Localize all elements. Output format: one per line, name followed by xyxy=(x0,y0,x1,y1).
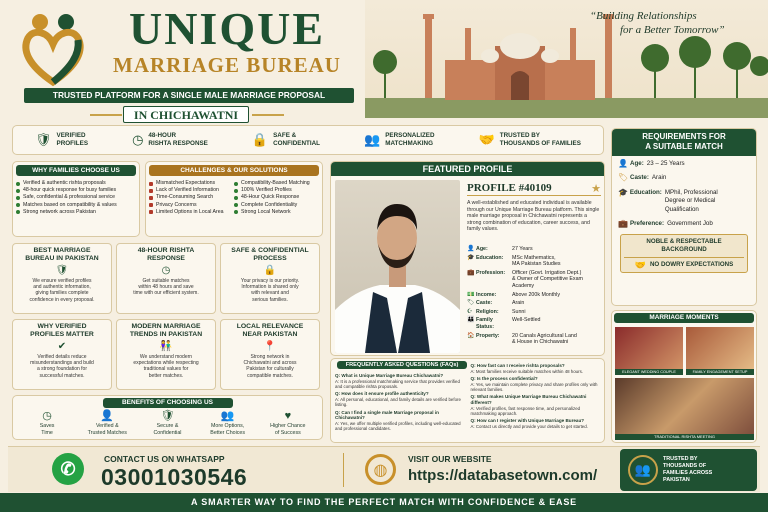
profile-details xyxy=(467,246,603,348)
detail-label: Profession: xyxy=(476,269,506,276)
moment-caption-1: ELEGANT WEDDING COUPLE xyxy=(615,369,683,375)
solution-item: 100% Verified Profiles xyxy=(234,187,319,194)
why-item: Strong network across Pakistan xyxy=(16,209,136,216)
why-item: Verified & authentic rishta proposals xyxy=(16,180,136,187)
info-box xyxy=(220,319,320,390)
whatsapp-icon[interactable]: ✆ xyxy=(52,453,84,485)
info-box-title: WHY VERIFIED PROFILES MATTER xyxy=(30,323,94,338)
requirement-value: 23 – 25 Years xyxy=(646,160,685,167)
requirement-value: MPhil, Professional Degree or Medical Qualification xyxy=(664,188,718,213)
faq-title: FREQUENTLY ASKED QUESTIONS (FAQs) xyxy=(337,361,467,369)
challenge-item: Time-Consuming Search xyxy=(149,194,234,201)
moments-title: MARRIAGE MOMENTS xyxy=(614,313,754,323)
featured-profile-card xyxy=(330,161,605,356)
requirement-row xyxy=(618,174,750,182)
feature-label: PERSONALIZED MATCHMAKING xyxy=(385,132,435,147)
profile-detail-row xyxy=(467,309,603,316)
lock-icon: 🔒 xyxy=(263,265,277,276)
info-box-text: We ensure verified profiles and authentic information, giving families complete confidence in every proposal. xyxy=(29,278,95,303)
requirement-value: Arain xyxy=(651,174,667,182)
group-icon: 👥 xyxy=(220,410,235,422)
requirement-row xyxy=(618,189,750,214)
requirement-row xyxy=(618,220,750,228)
info-box xyxy=(220,243,320,314)
faq-answer: A: Contact us directly and provide your details to get started. xyxy=(470,424,588,429)
detail-value: Well-Settled xyxy=(512,317,541,324)
clock-icon: ◷ xyxy=(132,132,144,147)
star-icon: ★ xyxy=(591,182,601,195)
detail-value: 27 Years xyxy=(512,246,533,252)
benefits-card xyxy=(12,395,323,440)
header xyxy=(0,0,768,122)
man-portrait-illustration xyxy=(335,180,460,353)
challenges-card xyxy=(145,161,323,237)
benefit-label: Secure & Confidential xyxy=(153,423,182,436)
requirements-card xyxy=(611,128,757,306)
detail-label: Income: xyxy=(476,291,497,298)
requirement-label: Preference: xyxy=(630,220,665,228)
mosque-scene xyxy=(365,0,768,118)
money-icon: 💵 xyxy=(467,291,475,298)
feature-item xyxy=(479,132,581,148)
profile-intro: A well-established and educated individual is available through our Unique Marriage Bureau platform. This single male marriage proposal in Chichawatni represents a strong combination of education, career success, and family values. xyxy=(467,200,600,232)
location-pin-icon: 📍 xyxy=(263,341,277,352)
faq-question: Q: How does it ensure profile authenticity? xyxy=(335,391,429,397)
profile-id-text: PROFILE #40109 xyxy=(467,182,552,194)
home-icon: 🏠 xyxy=(467,332,475,339)
info-box-title: SAFE & CONFIDENTIAL PROCESS xyxy=(231,247,309,262)
feature-label: VERIFIED PROFILES xyxy=(56,132,89,147)
info-box xyxy=(12,243,112,314)
why-item: 48-hour quick response for busy families xyxy=(16,187,136,194)
moment-photo-2 xyxy=(686,327,754,375)
profile-detail-row xyxy=(467,255,603,268)
benefits-title: BENEFITS OF CHOOSING US xyxy=(103,398,233,408)
detail-value: Officer (Govt. Irrigation Dept.) & Owner of Competitive Exam Academy xyxy=(512,269,583,289)
feature-label: 48-HOUR RISHTA RESPONSE xyxy=(148,132,208,147)
solution-item: Compatibility-Based Matching xyxy=(234,180,319,187)
detail-label: Religion: xyxy=(476,308,499,315)
benefit-item xyxy=(78,410,136,436)
feature-item xyxy=(252,132,320,148)
profile-photo xyxy=(335,180,460,353)
noble-background-badge xyxy=(620,234,748,273)
detail-label: Caste: xyxy=(476,300,493,307)
benefit-item xyxy=(138,410,196,436)
features-strip xyxy=(12,125,604,155)
location-badge: IN CHICHAWATNI xyxy=(123,106,249,123)
benefit-label: Saves Time xyxy=(39,423,55,436)
briefcase-icon: 💼 xyxy=(618,219,628,229)
website-label: VISIT OUR WEBSITE xyxy=(408,454,492,464)
hearts-logo-icon xyxy=(18,10,88,88)
laurel-group-icon: 👥 xyxy=(628,455,658,485)
requirement-label: Caste: xyxy=(630,174,649,182)
dowry-text: NO DOWRY EXPECTATIONS xyxy=(649,261,734,269)
faq-question: Q: Is the process confidential? xyxy=(470,376,538,381)
feature-item xyxy=(35,132,88,148)
moments-card xyxy=(611,310,757,443)
check-icon: ✔ xyxy=(57,341,67,352)
quote-line2: for a Better Tomorrow” xyxy=(620,24,725,36)
profile-id xyxy=(467,181,601,196)
faq-question: Q: What makes Unique Marriage Bureau Chichawatni different? xyxy=(470,394,587,405)
brand-subtitle: MARRIAGE BUREAU xyxy=(113,53,341,77)
why-families-card xyxy=(12,161,140,237)
requirement-value: Government Job xyxy=(667,220,713,228)
detail-label: Education: xyxy=(476,254,504,261)
info-box-title: MODERN MARRIAGE TRENDS IN PAKISTAN xyxy=(129,323,203,338)
info-boxes-grid xyxy=(12,243,323,391)
detail-value: Sunni xyxy=(512,308,526,315)
heart-hands-icon: ♥ xyxy=(284,410,292,422)
info-box xyxy=(116,243,216,314)
tagline-banner: TRUSTED PLATFORM FOR A SINGLE MALE MARRIAGE PROPOSAL xyxy=(24,88,354,103)
info-box-title: LOCAL RELEVANCE NEAR PAKISTAN xyxy=(236,323,304,338)
faq-question: Q: How can I register with Unique Marriage Bureau? xyxy=(470,418,585,424)
detail-value: Arain xyxy=(512,300,525,307)
profile-detail-row xyxy=(467,333,603,346)
faq-question: Q: Can I find a single male Marriage proposal in Chichawatni? xyxy=(335,409,439,421)
benefit-label: More Options, Better Choices xyxy=(210,423,246,436)
location-ornament-left xyxy=(90,114,122,116)
handshake-icon: 🤝 xyxy=(634,260,646,271)
profile-detail-row xyxy=(467,300,603,307)
brand-title: UNIQUE xyxy=(128,3,326,54)
benefit-item xyxy=(18,410,76,436)
badshahi-mosque-illustration xyxy=(365,0,768,118)
globe-icon: ◍ xyxy=(365,454,396,485)
solution-item: Strong Local Network xyxy=(234,209,319,216)
detail-label: Family Status: xyxy=(476,317,494,330)
faq-card xyxy=(330,358,605,443)
faq-question: Q: How fast can I receive rishta proposals? xyxy=(470,363,565,368)
couple-icon: 👫 xyxy=(159,341,173,352)
lock-icon: 🔒 xyxy=(251,132,269,147)
person-icon: 👤 xyxy=(467,246,475,252)
clock-icon: ◷ xyxy=(42,410,52,422)
info-box-text: We understand modern expectations while respecting traditional values for better matches. xyxy=(133,354,199,379)
benefit-label: Verified & Trusted Matches xyxy=(87,423,127,436)
family-icon: 👪 xyxy=(467,317,475,324)
contact-label: CONTACT US ON WHATSAPP xyxy=(104,454,225,464)
quote-line1: “Building Relationships xyxy=(590,10,697,22)
feature-label: SAFE & CONFIDENTIAL xyxy=(273,132,320,147)
website-url[interactable]: https://databasetown.com/ xyxy=(408,467,598,484)
detail-value: 20 Canals Agricultural Land & House in Chichawatni xyxy=(512,332,577,346)
moment-photo-3 xyxy=(615,378,754,440)
challenge-item: Mismatched Expectations xyxy=(149,180,234,187)
faq-answer: A: It is a professional matchmaking service that provides verified and compatible rishta proposals. xyxy=(335,378,460,389)
noble-text: NOBLE & RESPECTABLE BACKGROUND xyxy=(646,238,722,254)
faq-answer: A: All personal, educational, and family details are verified before listing. xyxy=(335,397,461,408)
info-box xyxy=(116,319,216,390)
challenges-title: CHALLENGES & OUR SOLUTIONS xyxy=(149,165,319,176)
profile-detail-row xyxy=(467,292,603,299)
info-box-title: 48-HOUR RISHTA RESPONSE xyxy=(137,247,195,262)
people-icon: 👥 xyxy=(364,132,381,147)
requirement-label: Age: xyxy=(630,160,644,167)
faq-answer: A: Verified profiles, fast response time, and personalized matchmaking approach. xyxy=(470,405,581,416)
challenge-item: Privacy Concerns xyxy=(149,202,234,209)
info-box-title: BEST MARRIAGE BUREAU IN PAKISTAN xyxy=(25,247,99,262)
person-icon: 👤 xyxy=(618,159,628,168)
contact-divider xyxy=(343,453,344,487)
challenge-item: Lack of Verified Information xyxy=(149,187,234,194)
solution-item: 48-Hour Quick Response xyxy=(234,194,319,201)
user-check-icon: 👤 xyxy=(100,410,115,422)
profile-detail-row xyxy=(467,246,603,253)
shield-check-icon: 🛡 xyxy=(35,132,52,147)
profile-detail-row xyxy=(467,317,603,330)
crescent-icon: ☪ xyxy=(467,308,473,315)
requirement-row xyxy=(618,160,750,168)
why-item: Matches based on compatibility & values xyxy=(16,202,136,209)
benefit-label: Higher Chance of Success xyxy=(270,423,306,436)
profile-detail-row xyxy=(467,270,603,290)
handshake-icon: 🤝 xyxy=(478,132,495,147)
info-box-text: Get suitable matches within 48 hours and save time with our efficient system. xyxy=(133,278,199,297)
tag-icon: 🏷 xyxy=(618,173,629,183)
benefit-item xyxy=(259,410,317,436)
shield-icon: 🛡 xyxy=(55,265,69,276)
faq-answer: A: Yes, we maintain complete privacy and share profiles only with relevant families. xyxy=(470,381,598,392)
moment-photo-1 xyxy=(615,327,683,375)
feature-item xyxy=(364,132,435,148)
trusted-badge xyxy=(620,449,757,491)
phone-number[interactable]: 03001030546 xyxy=(101,464,248,490)
location-ornament-right xyxy=(252,114,284,116)
info-box-text: Your privacy is our priority. Information is shared only with relevant and serious families. xyxy=(240,278,300,303)
moment-caption-3: TRADITIONAL RISHTA MEETING xyxy=(615,434,754,440)
footer-banner: A SMARTER WAY TO FIND THE PERFECT MATCH WITH CONFIDENCE & EASE xyxy=(0,493,768,512)
feature-label: TRUSTED BY THOUSANDS OF FAMILIES xyxy=(499,132,581,147)
info-box xyxy=(12,319,112,390)
info-box-text: Verified details reduce misunderstandings and build a strong foundation for successful matches. xyxy=(30,354,94,379)
requirement-label: Education: xyxy=(629,188,662,196)
challenge-item: Limited Options in Local Area xyxy=(149,209,234,216)
briefcase-icon: 💼 xyxy=(467,269,475,276)
contact-bar xyxy=(8,446,760,492)
why-families-title: WHY FAMILIES CHOOSE US xyxy=(16,165,136,176)
faq-question: Q: What is Unique Marriage Bureau Chichawatni? xyxy=(335,373,444,378)
detail-value: Above 200k Monthly xyxy=(512,291,560,298)
faq-answer: A: Most families receive suitable matches within 48 hours. xyxy=(470,368,583,374)
clock-icon: ◷ xyxy=(161,265,171,276)
cap-icon: 🎓 xyxy=(467,254,475,261)
benefit-item xyxy=(199,410,257,436)
detail-value: MSc Mathematics, MA Pakistan Studies xyxy=(512,254,561,268)
why-item: Safe, confidential & professional service xyxy=(16,194,136,201)
featured-title: FEATURED PROFILE xyxy=(331,162,604,176)
requirements-title: REQUIREMENTS FOR A SUITABLE MATCH xyxy=(612,129,756,156)
info-box-text: Strong network in Chichawatni and across Pakistan for culturally compatible matches. xyxy=(243,354,297,379)
tag-icon: 🏷 xyxy=(467,300,475,307)
moment-caption-2: FAMILY ENGAGEMENT SETUP xyxy=(686,369,754,375)
faq-answer: A: Yes, we offer multiple verified profiles, including well-educated and professional candidates. xyxy=(335,421,461,432)
feature-item xyxy=(132,132,208,148)
shield-icon: 🛡 xyxy=(160,410,175,422)
cap-icon: 🎓 xyxy=(618,187,628,197)
detail-label: Property: xyxy=(476,332,500,339)
trusted-text: TRUSTED BY THOUSANDS OF FAMILIES ACROSS PAKISTAN xyxy=(663,456,713,483)
detail-label: Age: xyxy=(476,246,488,252)
solution-item: Complete Confidentiality xyxy=(234,202,319,209)
